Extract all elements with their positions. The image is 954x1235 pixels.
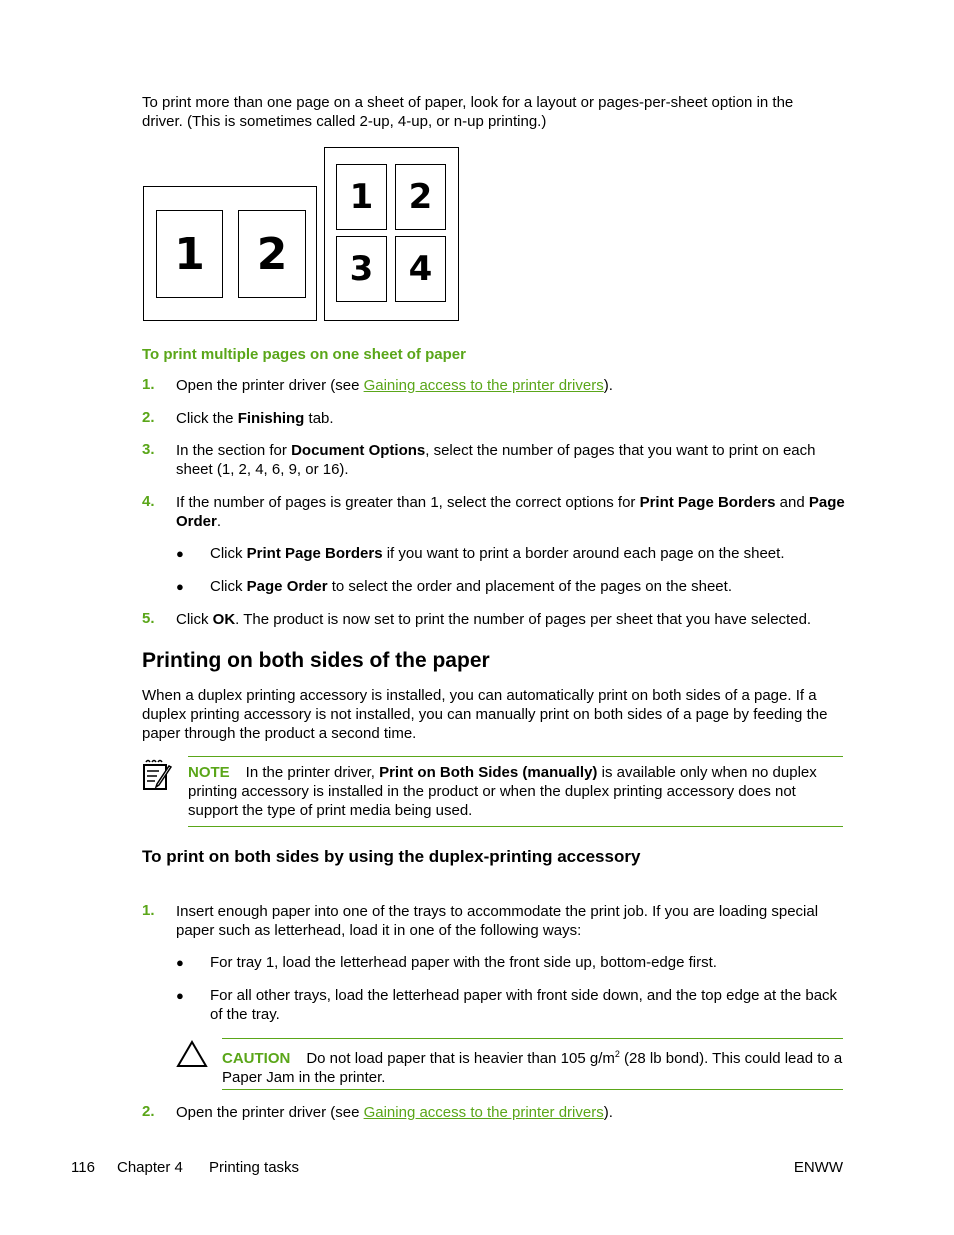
caution-top-rule [222, 1038, 843, 1039]
page-number: 1 [336, 164, 387, 230]
step-4-text: If the number of pages is greater than 1, select the correct options for Print Page Borders and Page Order. [176, 494, 845, 530]
two-up-sheet [143, 186, 317, 321]
bullet-text: Click Print Page Borders if you want to print a border around each page on the sheet. [210, 545, 785, 562]
chapter-title: Printing tasks [209, 1159, 300, 1176]
note-label: NOTE [188, 764, 230, 781]
step-number: 1. [142, 376, 155, 393]
page-number: 116 [71, 1159, 95, 1176]
caution-bottom-rule [222, 1089, 843, 1090]
note-top-rule [188, 756, 843, 757]
step-number: 2. [142, 409, 155, 426]
step-number: 1. [142, 902, 155, 919]
intro-paragraph: To print more than one page on a sheet of paper, look for a layout or pages-per-sheet option in the driver. (This is sometimes called 2-up, 4-up, or n-up printing.) [142, 94, 794, 130]
caution-icon [176, 1040, 208, 1068]
bullet-text: For tray 1, load the letterhead paper with the front side up, bottom-edge first. [210, 954, 717, 971]
four-up-sheet [324, 147, 459, 321]
page-number: 1 [156, 210, 223, 298]
step-number: 2. [142, 1103, 155, 1120]
step-2-text: Click the Finishing tab. [176, 410, 334, 427]
step-5-text: Click OK. The product is now set to print the number of pages per sheet that you have selected. [176, 611, 812, 628]
printer-drivers-link[interactable]: Gaining access to the printer drivers [363, 1104, 604, 1121]
step-number: 4. [142, 493, 155, 510]
note-icon [141, 758, 175, 792]
duplex-step-1-text: Insert enough paper into one of the trays to accommodate the print job. If you are loading special paper such as letterhead, load it in one of the following ways: [176, 903, 819, 939]
chapter-label: Chapter 4 [117, 1159, 183, 1176]
procedure-heading-duplex: To print on both sides by using the duplex-printing accessory [142, 847, 641, 866]
bullet-text: For all other trays, load the letterhead paper with front side down, and the top edge at the back of the tray. [210, 987, 838, 1023]
page-number: 2 [238, 210, 306, 298]
section-heading: Printing on both sides of the paper [142, 649, 490, 672]
procedure-heading-multi-pages: To print multiple pages on one sheet of paper [142, 346, 466, 363]
page-number: 2 [395, 164, 446, 230]
step-3-text: In the section for Document Options, select the number of pages that you want to print on each sheet (1, 2, 4, 6, 9, or 16). [176, 442, 816, 478]
bullet-icon: ● [176, 546, 184, 561]
bullet-icon: ● [176, 955, 184, 970]
caution-text: CAUTION Do not load paper that is heavier than 105 $g/m^2$ (28 lb bond). This could lead to a Paper Jam in the printer. [222, 1049, 843, 1086]
bullet-text: Click Page Order to select the order and placement of the pages on the sheet. [210, 578, 732, 595]
note-text: NOTE In the printer driver, Print on Both Sides (manually) is available only when no duplex printing accessory is installed in the product or when the duplex printing accessory does not support the type of print media being used. [188, 764, 817, 819]
step-1-text: Open the printer driver (see Gaining access to the printer drivers). [176, 377, 613, 394]
step-number: 5. [142, 610, 155, 627]
page-number: 3 [336, 236, 387, 302]
bullet-icon: ● [176, 579, 184, 594]
step-number: 3. [142, 441, 155, 458]
footer-locale: ENWW [793, 1159, 843, 1176]
duplex-step-2-text: Open the printer driver (see Gaining access to the printer drivers). [176, 1104, 613, 1121]
both-sides-paragraph: When a duplex printing accessory is installed, you can automatically print on both sides of a page. If a duplex printing accessory is not installed, you can manually print on both sides of a page by feeding the paper through the product a second time. [142, 687, 828, 742]
page-number: 4 [395, 236, 446, 302]
caution-label: CAUTION [222, 1050, 291, 1067]
bullet-icon: ● [176, 988, 184, 1003]
note-bottom-rule [188, 826, 843, 827]
printer-drivers-link[interactable]: Gaining access to the printer drivers [363, 377, 604, 394]
